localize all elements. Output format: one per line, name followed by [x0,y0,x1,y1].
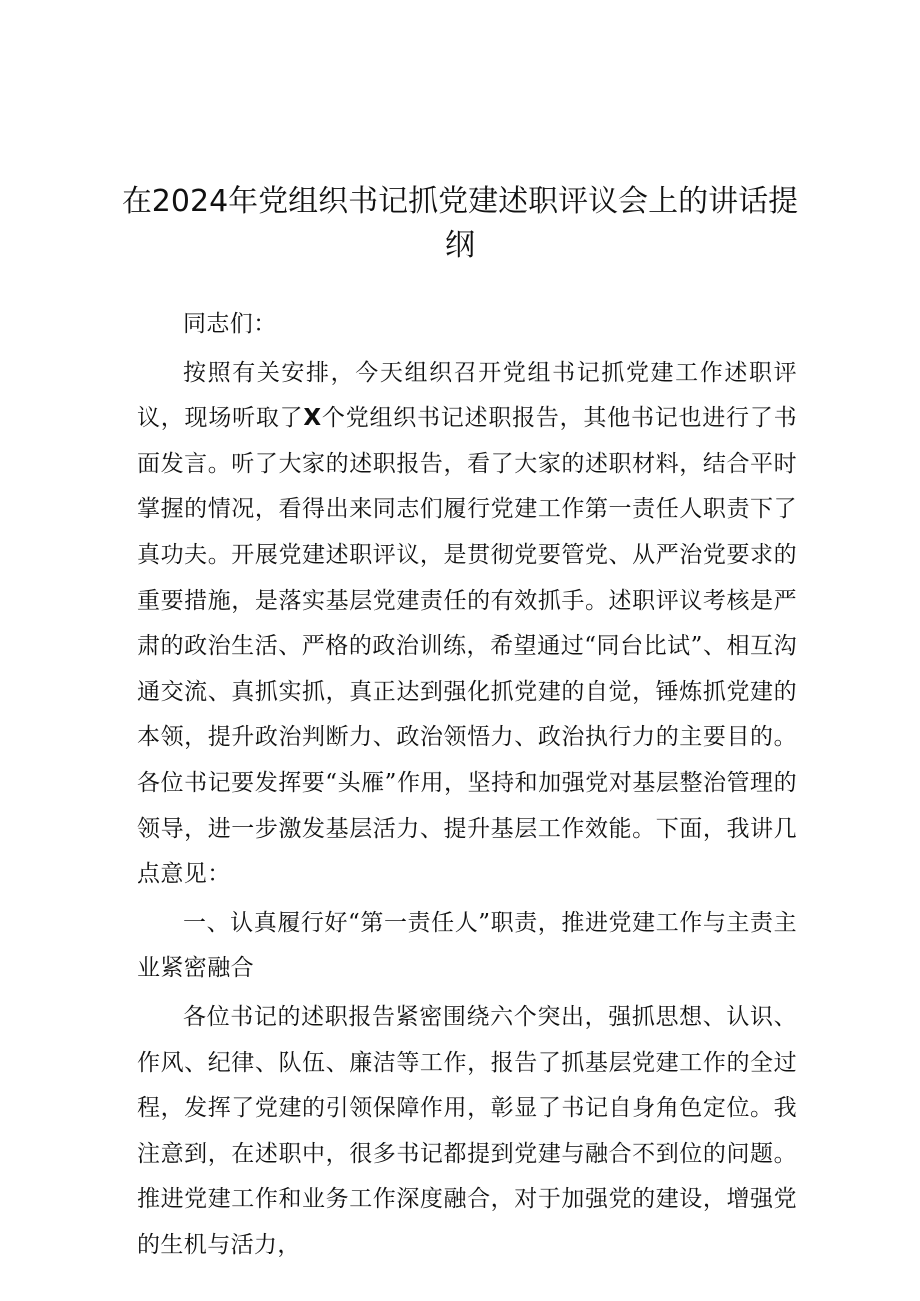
document-title: 在2024年党组织书记抓党建述职评议会上的讲话提纲 [121,184,799,263]
intro-paragraph-part2: 个党组织书记述职报告，其他书记也进行了书面发言。听了大家的述职报告，看了大家的述职材料，结合平时掌握的情况，看得出来同志们履行党建工作第一责任人职责下了真功夫。开展党建述职评议，是贯彻党要管党、从严治党要求的重要措施，是落实基层党建责任的有效抓手。述职评议考核是严肃的政治生活、严格的政治训练，希望通过“同台比试”、相互沟通交流、真抓实抓，真正达到强化抓党建的自觉，锤炼抓党建的本领，提升政治判断力、政治领悟力、政治执行力的主要目的。各位书记要发挥要“头雁”作用，坚持和加强党对基层整治管理的领导，进一步激发基层活力、提升基层工作效能。下面，我讲几点意见： [137,405,797,888]
intro-paragraph [137,351,797,898]
intro-paragraph-part1: 按照有关安排，今天组织召开党组书记抓党建工作述职评议，现场听取了 [137,359,797,432]
section-1-paragraph: 各位书记的述职报告紧密围绕六个突出，强抓思想、认识、作风、纪律、队伍、廉洁等工作，报告了抓基层党建工作的全过程，发挥了党建的引领保障作用，彰显了书记自身角色定位。我注意到，在述职中，很多书记都提到党建与融合不到位的问题。推进党建工作和业务工作深度融合，对于加强党的建设，增强党的生机与活力， [137,1003,797,1258]
count-placeholder: X [303,405,322,432]
document-body [137,302,797,1271]
section-heading-1: 一、认真履行好“第一责任人”职责，推进党建工作与主责主业紧密融合 [137,909,797,982]
greeting: 同志们： [183,311,277,337]
